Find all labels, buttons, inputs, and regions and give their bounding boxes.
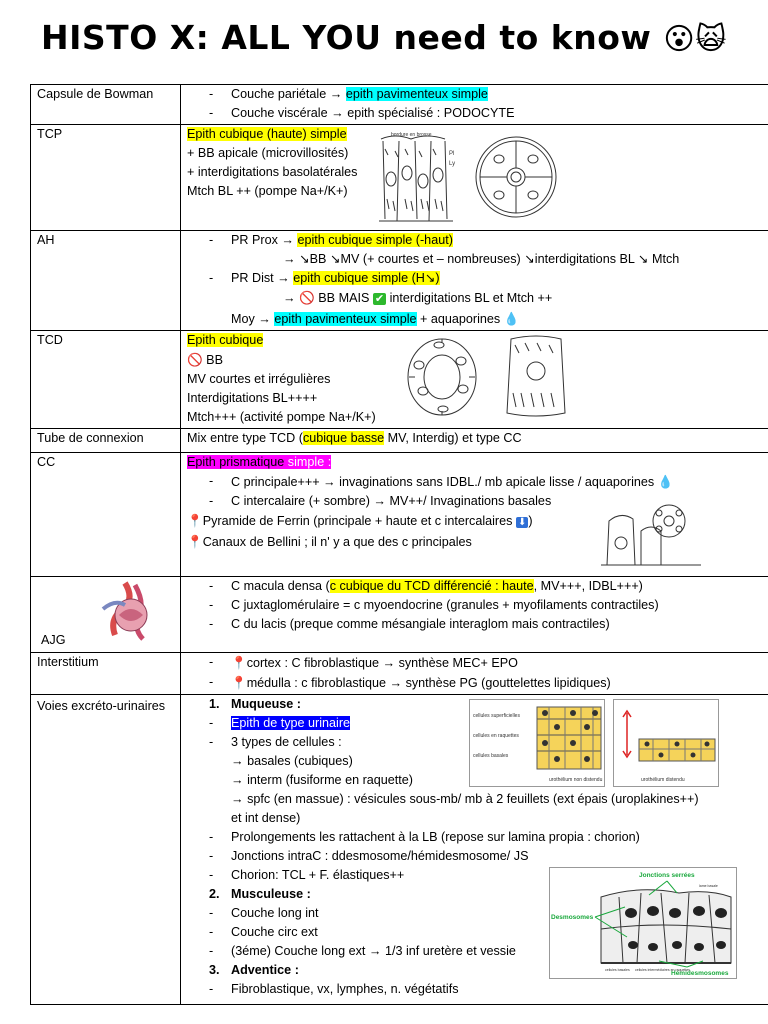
row-voies <box>31 695 768 1005</box>
row-ajg <box>31 577 768 653</box>
pin-icon: 📍 <box>231 655 247 670</box>
label-cc: CC <box>31 453 181 577</box>
title-text: HISTO X: ALL YOU need to know <box>41 18 652 57</box>
bullet-item: - 📍médulla : c fibroblastique → synthèse PG (gouttelettes lipidiques) <box>187 673 768 693</box>
down-arrow-icon: ⬇ <box>517 517 527 528</box>
label-tube-connexion: Tube de connexion <box>31 429 181 453</box>
label-interstitium: Interstitium <box>31 653 181 695</box>
content-tcp <box>181 125 768 231</box>
pin-icon: 📍 <box>187 534 203 549</box>
bullet-item: - PR Dist → epith cubique simple (H↘) <box>187 269 768 288</box>
svg-text:cellules basales: cellules basales <box>473 753 509 759</box>
bullet-item: - (3éme) Couche long ext → 1/3 inf uretère et vessie <box>187 942 768 961</box>
highlight-text: Epith prismatique <box>187 455 285 469</box>
pin-icon: 📍 <box>231 675 247 690</box>
highlight-text: Epith cubique (haute) simple <box>187 127 347 141</box>
text-line: Moy → epith pavimenteux simple + aquaporines 💧 <box>231 311 520 326</box>
text-line: 🚫 BB <box>187 352 223 367</box>
bullet-item: - PR Prox → epith cubique simple (-haut) <box>187 231 768 250</box>
bullet-item: - Couche long int <box>187 904 768 923</box>
text-line: Mtch+++ (activité pompe Na+/K+) <box>187 410 376 424</box>
prohibited-icon: 🚫 <box>187 352 203 367</box>
row-tcd <box>31 331 768 429</box>
text-line: → basales (cubiques) <box>231 754 353 768</box>
bullet-item: - C intercalaire (+ sombre) → MV++/ Invaginations basales <box>187 492 768 511</box>
text-line: + interdigitations basolatérales <box>187 165 358 179</box>
title-emojis: 😮🙀 <box>663 22 727 57</box>
text-line: 📍Canaux de Bellini ; il n' y a que des c principales <box>187 534 472 549</box>
tcd-tubule-illustration <box>403 335 481 419</box>
label-ajg: AJG <box>41 633 66 647</box>
row-ah <box>31 231 768 331</box>
svg-text:urothélium non distendu: urothélium non distendu <box>549 777 603 783</box>
text-line: Interdigitations BL++++ <box>187 391 318 405</box>
svg-text:cellules superficielles: cellules superficielles <box>473 713 520 719</box>
svg-text:Desmosomes: Desmosomes <box>551 914 594 921</box>
bullet-item: - Epith de type urinaire <box>187 714 768 733</box>
bullet-item: - Couche pariétale → epith pavimenteux simple <box>187 85 768 104</box>
row-cc <box>31 453 768 577</box>
content-bowman <box>181 85 768 125</box>
cc-cells-illustration <box>601 501 709 569</box>
check-icon: ✔ <box>374 293 385 305</box>
prohibited-icon: 🚫 <box>299 290 315 305</box>
svg-text:Hémidesmosomes: Hémidesmosomes <box>671 970 729 977</box>
droplet-icon: 💧 <box>657 474 674 489</box>
bullet-item: - C macula densa (c cubique du TCD différencié : haute, MV+++, IDBL+++) <box>187 577 768 596</box>
ajg-glomerulus-illustration <box>95 579 165 643</box>
pin-icon: 📍 <box>187 513 203 528</box>
text-line: et int dense) <box>231 811 301 825</box>
row-tcp <box>31 125 768 231</box>
urothelium-relaxed-illustration <box>469 699 605 787</box>
bullet-item: - 3 types de cellules : <box>187 733 768 752</box>
droplet-icon: 💧 <box>503 311 520 326</box>
highlight-text: Epith cubique <box>187 333 264 347</box>
content-voies <box>181 695 768 1005</box>
row-tube-connexion <box>31 429 768 453</box>
section-heading: 3. Adventice : <box>209 963 299 977</box>
text-line: 📍Pyramide de Ferrin (principale + haute et c intercalaires ⬇ ) <box>187 513 533 528</box>
svg-text:urothélium distendu: urothélium distendu <box>641 777 685 783</box>
text-line: MV courtes et irrégulières <box>187 372 331 386</box>
content-tube-connexion: Mix entre type TCD (cubique basse MV, Interdig) et type CC <box>181 429 768 453</box>
section-heading: 2. Musculeuse : <box>209 887 311 901</box>
text-line: → interm (fusiforme en raquette) <box>231 773 413 787</box>
svg-text:cellules en raquettes: cellules en raquettes <box>473 733 519 739</box>
bullet-item: - Fibroblastique, vx, lymphes, n. végétatifs <box>187 980 768 999</box>
section-heading: 1. Muqueuse : <box>209 697 301 711</box>
tcp-cells-illustration <box>375 129 457 225</box>
bullet-item: - C principale+++ → invaginations sans IDBL./ mb apicale lisse / aquaporines 💧 <box>187 472 768 492</box>
label-voies: Voies excréto-urinaires <box>31 695 181 1005</box>
page-title <box>0 18 768 57</box>
content-cc: Epith prismatique simple : - C principale+++ → invaginations sans IDBL./ mb apicale lisse / aquaporines 💧 - C intercalaire (+ sombre) → MV++/ Invaginations basales 📍Pyramide de Ferrin (principale + haute et c intercalaires ⬇ ) 📍Canaux de Bellini ; il n' y a que des c principales <box>181 453 768 577</box>
bullet-item: - Jonctions intraC : ddesmosome/hémidesmosome/ JS <box>187 847 768 866</box>
bullet-item: - Prolongements les rattachent à la LB (repose sur lamina propia : chorion) <box>187 828 768 847</box>
content-ah <box>181 231 768 331</box>
text-line: → ↘BB ↘MV (+ courtes et – nombreuses) ↘interdigitations BL ↘ Mtch <box>283 252 680 266</box>
label-bowman: Capsule de Bowman <box>31 85 181 125</box>
label-tcd: TCD <box>31 331 181 429</box>
svg-text:Jonctions serrées: Jonctions serrées <box>639 872 695 879</box>
row-interstitium <box>31 653 768 695</box>
junctions-illustration <box>549 867 737 979</box>
content-ajg <box>181 577 768 653</box>
text-line: Mtch BL ++ (pompe Na+/K+) <box>187 184 348 198</box>
bullet-item: - 📍cortex : C fibroblastique → synthèse MEC+ EPO <box>187 653 768 673</box>
tcd-cell-illustration <box>501 333 571 419</box>
label-ajg-cell <box>31 577 181 653</box>
svg-text:bordure en brosse: bordure en brosse <box>391 132 432 138</box>
content-interstitium <box>181 653 768 695</box>
text-line: + BB apicale (microvillosités) <box>187 146 349 160</box>
bullet-item: - Couche viscérale → epith spécialisé : PODOCYTE <box>187 104 768 123</box>
label-tcp: TCP <box>31 125 181 231</box>
row-bowman <box>31 85 768 125</box>
bullet-item: - Chorion: TCL + F. élastiques++ <box>187 866 768 885</box>
svg-text:cellules basales: cellules basales <box>605 968 630 972</box>
summary-table <box>30 84 768 1005</box>
svg-text:cellules intermédiaires en raq: cellules intermédiaires en raquettes <box>635 968 691 972</box>
bullet-item: - Couche circ ext <box>187 923 768 942</box>
urothelium-distended-illustration <box>613 699 719 787</box>
bullet-item: - C du lacis (preque comme mésangiale interaglom mais contractiles) <box>187 615 768 634</box>
bullet-item: - C juxtaglomérulaire = c myoendocrine (granules + myofilaments contractiles) <box>187 596 768 615</box>
svg-text:lame basale: lame basale <box>699 884 718 888</box>
text-line: → spfc (en massue) : vésicules sous-mb/ mb à 2 feuillets (ext épais (uroplakines++) <box>231 792 699 806</box>
text-line: → 🚫 BB MAIS ✔ interdigitations BL et Mtch ++ <box>283 290 553 305</box>
svg-text:Ly: Ly <box>449 161 456 167</box>
label-ah: AH <box>31 231 181 331</box>
tcp-crosssection-illustration <box>471 131 561 223</box>
content-tcd <box>181 331 768 429</box>
svg-text:Pl: Pl <box>449 151 455 157</box>
